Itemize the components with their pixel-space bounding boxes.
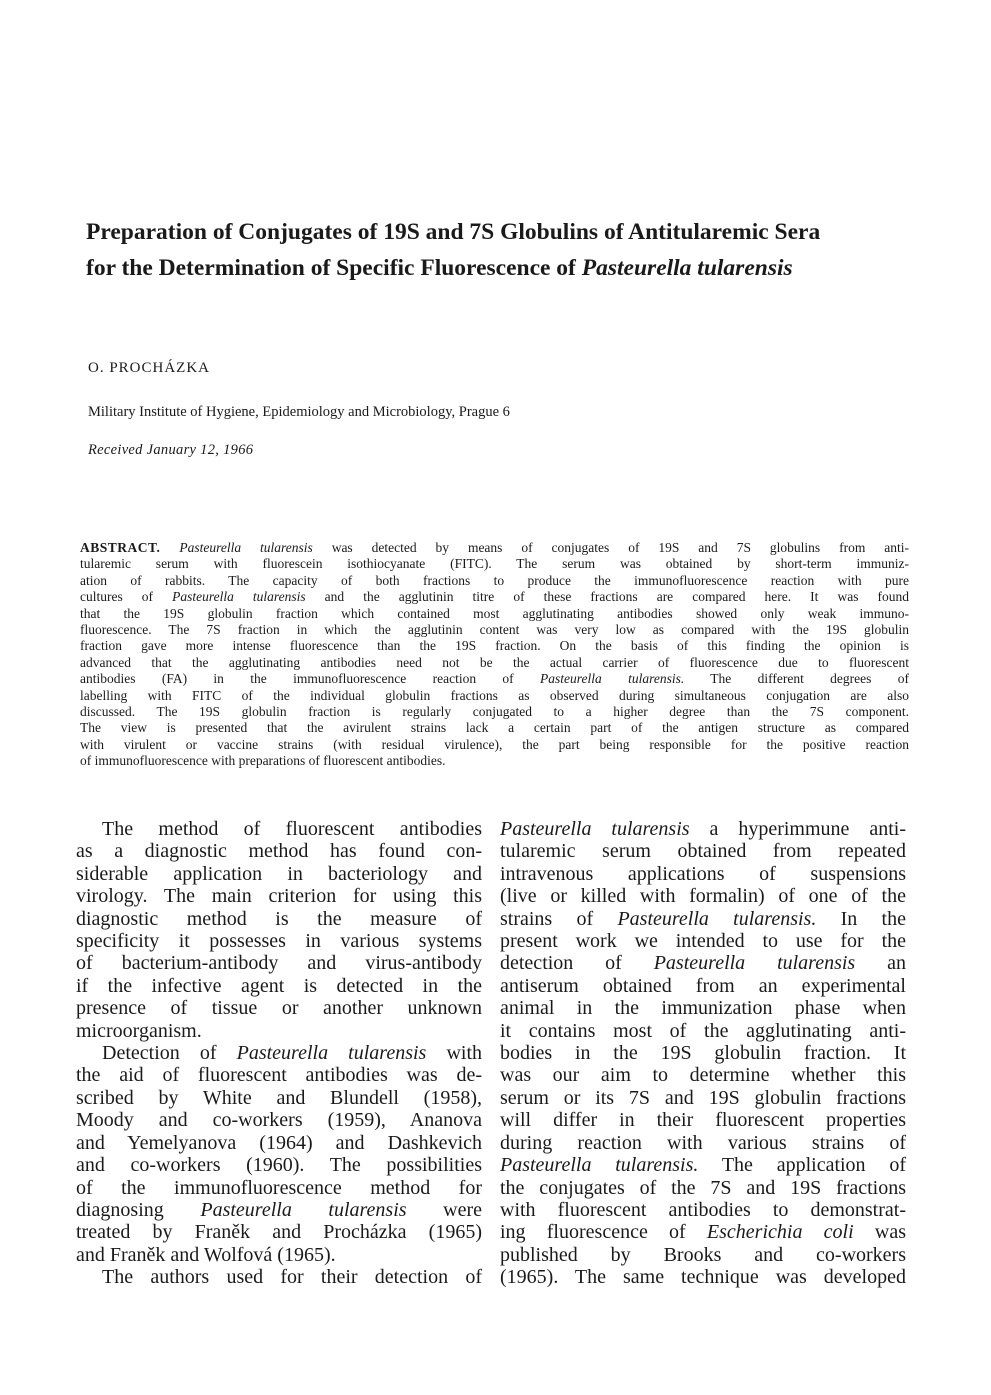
body-line: [76, 1199, 482, 1221]
text-run: during reaction with various strains of: [500, 1131, 906, 1154]
body-line: [500, 908, 906, 930]
body-line: [76, 952, 482, 974]
abstract-line: [80, 704, 909, 720]
abstract-line: [80, 720, 909, 736]
body-line: [500, 930, 906, 952]
text-run: Detection of: [102, 1042, 237, 1065]
body-line: [76, 1154, 482, 1176]
text-run: will differ in their fluorescent properties: [500, 1109, 906, 1132]
text-run: if the infective agent is detected in the: [76, 974, 482, 997]
body-line: [76, 1244, 482, 1266]
abstract-line: [80, 671, 909, 687]
text-run: The authors used for their detection of: [102, 1266, 482, 1289]
body-line: [76, 908, 482, 930]
body-line: [500, 1020, 906, 1042]
text-run: as a diagnostic method has found con-: [76, 840, 482, 863]
species-name: Pasteurella tularensis: [179, 540, 313, 555]
body-line: [500, 863, 906, 885]
text-run: The different degrees of: [684, 671, 909, 687]
body-line: [76, 1132, 482, 1154]
body-line: [76, 863, 482, 885]
text-run: The view is presented that the avirulent strains lack a certain part of the antigen structure as compared: [80, 720, 909, 736]
abstract: [80, 540, 909, 770]
title-line-2-text: for the Determination of Specific Fluorescence of: [86, 255, 582, 281]
text-run: detection of: [500, 952, 654, 975]
title-species: Pasteurella tularensis: [581, 255, 793, 281]
body-line: [76, 1177, 482, 1199]
species-name: Pasteurella tularensis: [500, 818, 690, 840]
species-name: Pasteurella tularensis: [236, 1042, 427, 1065]
title-line-1: Preparation of Conjugates of 19S and 7S Globulins of Antitularemic Sera: [86, 219, 821, 245]
text-run: (1965). The same technique was developed: [500, 1266, 906, 1289]
text-run: presence of tissue or another unknown: [76, 997, 482, 1020]
species-name: Pasteurella tularensis.: [617, 907, 817, 930]
text-run: fraction gave more intense fluorescence than the 19S fraction. On the basis of this finding the opinion is: [80, 638, 909, 654]
body-line: [500, 1042, 906, 1064]
body-column-right: [500, 818, 906, 1289]
text-run: The method of fluorescent antibodies: [102, 818, 482, 840]
text-run: with virulent or vaccine strains (with residual virulence), the part being responsible for the positive reaction: [80, 736, 909, 752]
body-line: [500, 818, 906, 840]
text-run: were: [406, 1198, 482, 1221]
text-run: cultures of: [80, 589, 173, 605]
species-name: Pasteurella tularensis: [653, 952, 856, 975]
text-run: and the agglutinin titre of these fractions are compared here. It was found: [305, 589, 909, 605]
text-run: and Yemelyanova (1964) and Dashkevich: [76, 1131, 482, 1154]
abstract-line: [80, 622, 909, 638]
abstract-line: [80, 753, 909, 769]
abstract-line: [80, 556, 909, 572]
abstract-line: [80, 655, 909, 671]
body-line: [76, 930, 482, 952]
body-line: [500, 1221, 906, 1243]
text-run: (live or killed with formalin) of one of the: [500, 885, 906, 908]
text-run: the aid of fluorescent antibodies was de-: [76, 1064, 482, 1087]
title-line-2: [86, 250, 926, 286]
body-line: [76, 997, 482, 1019]
body-line: [76, 840, 482, 862]
author: O. PROCHÁZKA: [88, 360, 211, 376]
body-line: [76, 1109, 482, 1131]
body-line: [500, 1154, 906, 1176]
species-name: Pasteurella tularensis: [200, 1198, 407, 1221]
text-run: virology. The main criterion for using this: [76, 885, 482, 908]
body-line: [500, 1266, 906, 1288]
abstract-line: [80, 573, 909, 589]
text-run: treated by Franěk and Procházka (1965): [76, 1221, 482, 1244]
abstract-line: [80, 540, 909, 556]
body-line: [500, 840, 906, 862]
text-run: with fluorescent antibodies to demonstrat-: [500, 1198, 906, 1221]
species-name: Pasteurella tularensis.: [500, 1154, 699, 1177]
abstract-line: [80, 638, 909, 654]
body-line: [76, 1064, 482, 1086]
text-run: [160, 540, 179, 555]
text-run: a hyperimmune anti-: [689, 818, 906, 840]
text-run: fluorescence. The 7S fraction in which the agglutinin content was very low as compared with the 19S globulin: [80, 622, 909, 638]
text-run: discussed. The 19S globulin fraction is regularly conjugated to a higher degree than the 7S component.: [80, 704, 909, 720]
body-line: [76, 885, 482, 907]
abstract-line: [80, 606, 909, 622]
text-run: of the immunofluorescence method for: [76, 1176, 482, 1199]
body-line: [76, 1221, 482, 1243]
abstract-line: [80, 688, 909, 704]
species-name: Escherichia coli: [706, 1221, 854, 1244]
text-run: specificity it possesses in various systems: [76, 930, 482, 953]
text-run: tularemic serum obtained from repeated: [500, 840, 906, 863]
body-line: [500, 1177, 906, 1199]
text-run: The application of: [698, 1154, 906, 1177]
text-run: bodies in the 19S globulin fraction. It: [500, 1042, 906, 1065]
text-run: antibodies (FA) in the immunofluorescence reaction of: [80, 671, 540, 687]
paper-title: [86, 214, 926, 286]
species-name: Pasteurella tularensis: [172, 589, 306, 605]
text-run: was detected by means of conjugates of 19S and 7S globulins from anti-: [312, 540, 910, 555]
text-run: antiserum obtained from an experimental: [500, 974, 906, 997]
text-run: Moody and co-workers (1959), Ananova: [76, 1109, 482, 1132]
body-line: [500, 975, 906, 997]
body-line: [500, 1087, 906, 1109]
text-run: ing fluorescence of: [500, 1221, 707, 1244]
text-run: scribed by White and Blundell (1958),: [76, 1086, 482, 1109]
body-line: [500, 885, 906, 907]
text-run: microorganism.: [76, 1019, 202, 1042]
affiliation: Military Institute of Hygiene, Epidemiology and Microbiology, Prague 6: [88, 404, 510, 420]
text-run: tularemic serum with fluorescein isothiocyanate (FITC). The serum was obtained by short-term immuniz-: [80, 556, 909, 572]
body-line: [76, 1042, 482, 1064]
text-run: diagnosing: [76, 1198, 201, 1221]
text-run: with: [426, 1042, 483, 1065]
body-line: [76, 1266, 482, 1288]
text-run: was our aim to determine whether this: [500, 1064, 906, 1087]
body-line: [500, 1109, 906, 1131]
body-line: [500, 952, 906, 974]
text-run: diagnostic method is the measure of: [76, 907, 482, 930]
text-run: that the 19S globulin fraction which contained most agglutinating antibodies showed only weak immuno-: [80, 605, 909, 621]
text-run: animal in the immunization phase when: [500, 997, 906, 1020]
body-line: [76, 1087, 482, 1109]
body-line: [76, 818, 482, 840]
text-run: and co-workers (1960). The possibilities: [76, 1154, 482, 1177]
text-run: ation of rabbits. The capacity of both fractions to produce the immunofluorescence reaction with pure: [80, 572, 909, 588]
text-run: an: [855, 952, 906, 975]
body-column-left: [76, 818, 482, 1289]
body-line: [500, 1244, 906, 1266]
text-run: the conjugates of the 7S and 19S fractions: [500, 1176, 906, 1199]
text-run: In the: [816, 907, 906, 930]
text-run: strains of: [500, 907, 618, 930]
text-run: intravenous applications of suspensions: [500, 862, 906, 885]
abstract-line: [80, 589, 909, 605]
body-line: [500, 1132, 906, 1154]
body-line: [76, 1020, 482, 1042]
text-run: of bacterium-antibody and virus-antibody: [76, 952, 482, 975]
body-line: [500, 1064, 906, 1086]
text-run: serum or its 7S and 19S globulin fractions: [500, 1086, 906, 1109]
abstract-label: ABSTRACT.: [80, 540, 161, 555]
body-line: [500, 997, 906, 1019]
body-line: [76, 975, 482, 997]
text-run: and Franěk and Wolfová (1965).: [76, 1243, 336, 1266]
text-run: was: [853, 1221, 906, 1244]
body-line: [500, 1199, 906, 1221]
abstract-line: [80, 737, 909, 753]
text-run: it contains most of the agglutinating anti-: [500, 1019, 906, 1042]
received-date: Received January 12, 1966: [88, 442, 254, 458]
text-run: advanced that the agglutinating antibodies need not be the actual carrier of fluorescence due to fluorescent: [80, 654, 909, 670]
text-run: published by Brooks and co-workers: [500, 1243, 906, 1266]
text-run: of immunofluorescence with preparations of fluorescent antibodies.: [80, 753, 446, 769]
text-run: siderable application in bacteriology and: [76, 862, 482, 885]
text-run: present work we intended to use for the: [500, 930, 906, 953]
text-run: labelling with FITC of the individual globulin fractions as observed during simultaneous conjugation are also: [80, 687, 909, 703]
species-name: Pasteurella tularensis.: [540, 671, 685, 687]
